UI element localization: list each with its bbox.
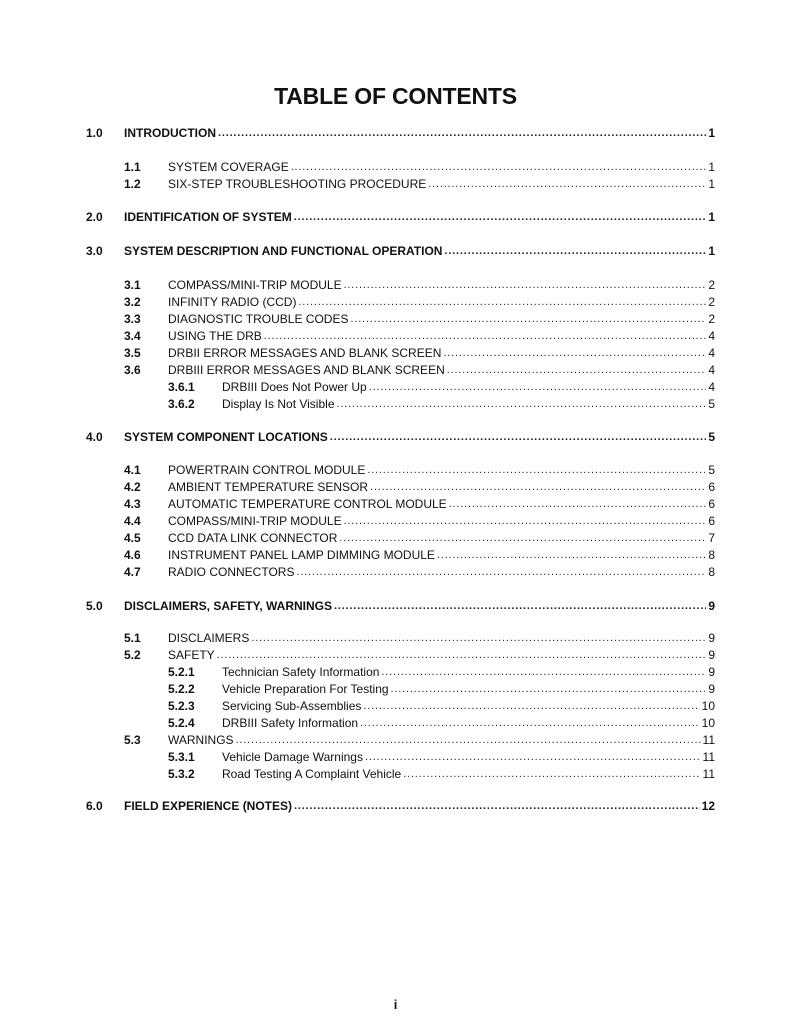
toc-entry-page: 1 [708,160,715,174]
dot-leader [218,126,706,140]
toc-entry-number: 3.0 [86,244,103,258]
toc-entry-label: DRBIII Does Not Power Up [222,380,367,394]
toc-entry-page: 10 [701,716,715,730]
toc-entry-number: 5.3.2 [168,767,195,781]
toc-entry-label: INTRODUCTION [124,126,216,140]
toc-entry[interactable] [86,563,715,580]
toc-entry[interactable] [86,344,715,361]
dot-leader [350,312,706,326]
dot-leader [437,548,706,562]
toc-entry-number: 5.0 [86,599,103,613]
toc-entry[interactable] [86,512,715,529]
dot-leader [444,244,706,258]
toc-entry-page: 2 [708,278,715,292]
toc-entry-page: 9 [708,631,715,645]
toc-entry-page: 5 [708,463,715,477]
toc-entry-page: 5 [708,397,715,411]
dot-leader [370,480,706,494]
toc-entry-page: 2 [708,312,715,326]
toc-entry-page: 4 [708,363,715,377]
dot-leader [334,599,706,613]
toc-entry-label: DRBIII ERROR MESSAGES AND BLANK SCREEN [168,363,445,377]
toc-entry-number: 3.5 [124,346,141,360]
dot-leader [337,397,707,411]
toc-entry[interactable] [86,663,715,680]
dot-leader [339,531,706,545]
dot-leader [360,716,700,730]
toc-entry-page: 1 [708,244,715,258]
toc-entry-label: DRBII ERROR MESSAGES AND BLANK SCREEN [168,346,442,360]
toc-entry-number: 3.3 [124,312,141,326]
toc-entry-page: 11 [702,733,715,747]
dot-leader [294,799,700,813]
toc-entry-number: 4.2 [124,480,141,494]
toc-entry-page: 10 [701,699,715,713]
toc-entry[interactable] [86,680,715,697]
toc-entry-number: 5.2.2 [168,682,195,696]
toc-entry[interactable] [86,731,715,748]
toc-entry[interactable] [86,327,715,344]
toc-entry-label: Vehicle Preparation For Testing [222,682,389,696]
toc-entry-label: DISCLAIMERS [168,631,250,645]
dot-leader [365,750,701,764]
toc-entry[interactable] [86,714,715,731]
toc-entry[interactable] [86,428,715,445]
toc-entry-label: FIELD EXPERIENCE (NOTES) [124,799,293,813]
toc-entry-label: RADIO CONNECTORS [168,565,295,579]
dot-leader [236,733,701,747]
toc-entry-page: 8 [708,565,715,579]
toc-entry[interactable] [86,646,715,663]
toc-entry[interactable] [86,529,715,546]
toc-entry-page: 1 [708,210,715,224]
toc-entry-number: 3.1 [124,278,141,292]
toc-entry-page: 4 [708,380,715,394]
toc-entry-number: 1.0 [86,126,103,140]
toc-entry-label: COMPASS/MINI-TRIP MODULE [168,278,342,292]
toc-entry[interactable] [86,242,715,259]
toc-entry-number: 3.2 [124,295,141,309]
dot-leader [217,648,707,662]
toc-entry-label: USING THE DRB [168,329,262,343]
toc-entry[interactable] [86,310,715,327]
toc-entry-number: 1.2 [124,177,141,191]
toc-entry-number: 5.3.1 [168,750,195,764]
toc-entry[interactable] [86,748,715,765]
toc-entry-label: WARNINGS [168,733,234,747]
toc-entry[interactable] [86,597,715,614]
dot-leader [381,665,706,679]
toc-entry-label: CCD DATA LINK CONNECTOR [168,531,338,545]
toc-entry[interactable] [86,546,715,563]
toc-entry-label: SYSTEM DESCRIPTION AND FUNCTIONAL OPERATION [124,244,443,258]
dot-leader [403,767,700,781]
dot-leader [330,430,707,444]
dot-leader [344,278,707,292]
toc-entry-page: 7 [708,531,715,545]
dot-leader [369,380,707,394]
toc-entry[interactable] [86,478,715,495]
toc-entry-label: SYSTEM COVERAGE [168,160,289,174]
toc-entry[interactable] [86,797,715,814]
toc-entry-label: COMPASS/MINI-TRIP MODULE [168,514,342,528]
toc-entry-page: 4 [708,329,715,343]
dot-leader [251,631,706,645]
toc-entry-number: 2.0 [86,210,103,224]
toc-entry-label: SAFETY [168,648,215,662]
toc-entry-label: SIX-STEP TROUBLESHOOTING PROCEDURE [168,177,427,191]
toc-entry-number: 3.6.1 [168,380,195,394]
dot-leader [443,346,706,360]
dot-leader [294,210,707,224]
toc-entry-number: 4.0 [86,430,103,444]
toc-entry-number: 4.4 [124,514,141,528]
toc-entry-number: 4.6 [124,548,141,562]
toc-entry-label: DIAGNOSTIC TROUBLE CODES [168,312,349,326]
toc-entry[interactable] [86,175,715,192]
toc-entry-number: 1.1 [124,160,141,174]
toc-entry-page: 8 [708,548,715,562]
dot-leader [296,565,706,579]
toc-entry[interactable] [86,158,715,175]
toc-entry-number: 5.2 [124,648,141,662]
toc-entry-page: 12 [701,799,715,813]
page-title: TABLE OF CONTENTS [274,83,517,109]
toc-entry-number: 5.2.4 [168,716,195,730]
toc-entry-label: Road Testing A Complaint Vehicle [222,767,402,781]
toc-entry-label: Technician Safety Information [222,665,380,679]
toc-entry-label: INSTRUMENT PANEL LAMP DIMMING MODULE [168,548,435,562]
dot-leader [291,160,707,174]
toc-entry-number: 6.0 [86,799,103,813]
toc-entry-label: POWERTRAIN CONTROL MODULE [168,463,366,477]
toc-entry-number: 5.3 [124,733,141,747]
toc-entry[interactable] [86,293,715,310]
toc-entry-number: 4.1 [124,463,141,477]
toc-entry-page: 11 [702,767,715,781]
toc-entry-page: 6 [708,514,715,528]
toc-entry[interactable] [86,629,715,646]
toc-entry-number: 4.5 [124,531,141,545]
toc-entry[interactable] [86,124,715,141]
toc-entry-label: AMBIENT TEMPERATURE SENSOR [168,480,369,494]
toc-entry-number: 4.3 [124,497,141,511]
toc-entry-label: Servicing Sub-Assemblies [222,699,362,713]
toc-entry[interactable] [86,208,715,225]
toc-entry-label: AUTOMATIC TEMPERATURE CONTROL MODULE [168,497,447,511]
dot-leader [264,329,707,343]
toc-entry-number: 3.4 [124,329,141,343]
toc-entry-page: 1 [708,177,715,191]
dot-leader [391,682,707,696]
toc-entry-page: 9 [708,648,715,662]
toc-entry-label: Vehicle Damage Warnings [222,750,363,764]
toc-entry-page: 9 [708,665,715,679]
toc-entry-page: 2 [708,295,715,309]
toc-entry-label: INFINITY RADIO (CCD) [168,295,297,309]
dot-leader [449,497,707,511]
toc-entry-page: 6 [708,480,715,494]
toc-entry[interactable] [86,697,715,714]
toc-entry-number: 3.6.2 [168,397,195,411]
toc-entry-number: 5.1 [124,631,141,645]
dot-leader [363,699,699,713]
toc-entry[interactable] [86,395,715,412]
toc-entry[interactable] [86,461,715,478]
toc-entry-page: 6 [708,497,715,511]
toc-entry-page: 5 [708,430,715,444]
toc-entry-page: 1 [708,126,715,140]
dot-leader [298,295,706,309]
toc-entry-page: 4 [708,346,715,360]
toc-entry-page: 11 [702,750,715,764]
toc-entry-page: 9 [708,599,715,613]
toc-entry-label: DRBIII Safety Information [222,716,359,730]
toc-entry-label: IDENTIFICATION OF SYSTEM [124,210,292,224]
toc-entry-number: 3.6 [124,363,141,377]
dot-leader [367,463,706,477]
toc-entry[interactable] [86,765,715,782]
toc-entry[interactable] [86,495,715,512]
toc-entry-number: 5.2.1 [168,665,195,679]
toc-entry-label: DISCLAIMERS, SAFETY, WARNINGS [124,599,333,613]
toc-entry-number: 5.2.3 [168,699,195,713]
toc-entry[interactable] [86,378,715,395]
dot-leader [428,177,706,191]
toc-entry-page: 9 [708,682,715,696]
toc-entry-number: 4.7 [124,565,141,579]
toc-entry[interactable] [86,361,715,378]
toc-entry-label: SYSTEM COMPONENT LOCATIONS [124,430,328,444]
page-number-footer: i [393,997,398,1012]
dot-leader [447,363,707,377]
dot-leader [344,514,707,528]
toc-entry[interactable] [86,276,715,293]
toc-entry-label: Display Is Not Visible [222,397,335,411]
